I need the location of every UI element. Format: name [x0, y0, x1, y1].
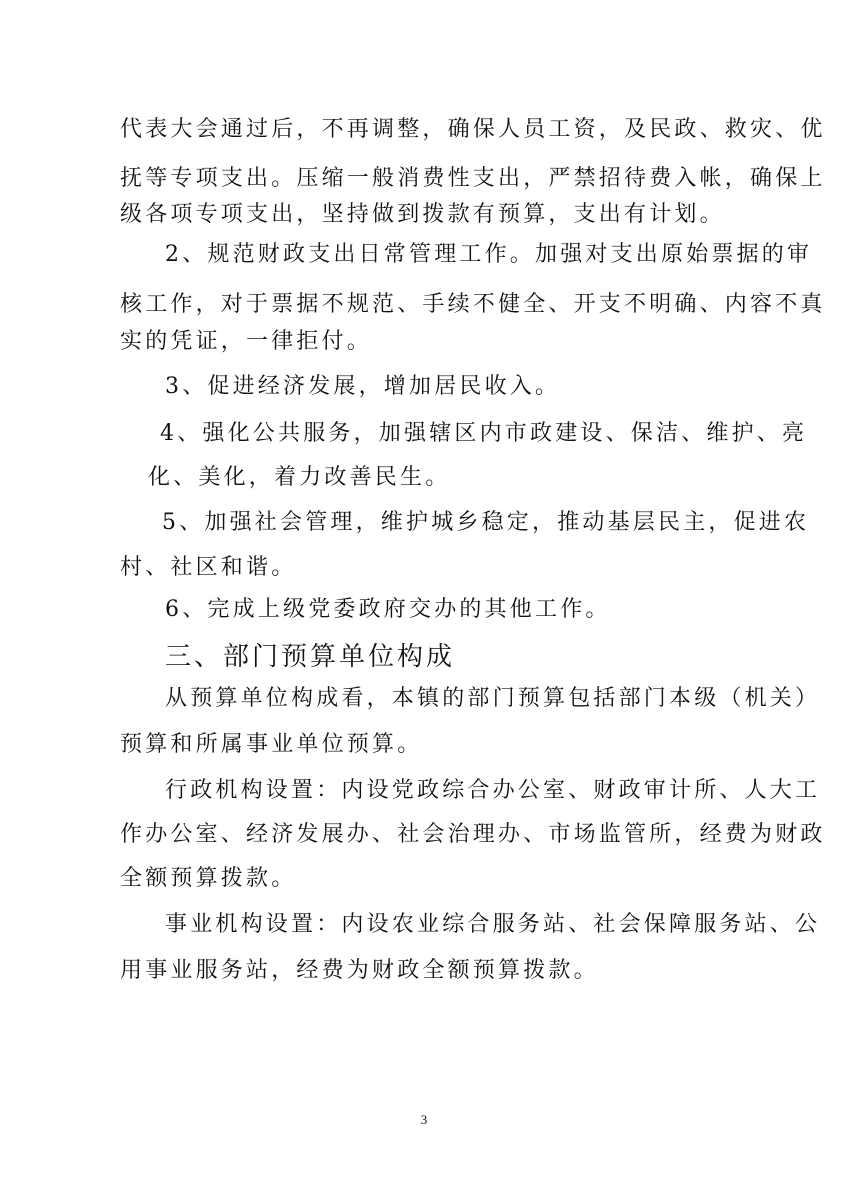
text-line-10: 5、加强社会管理，维护城乡稳定，推动基层民主，促进农	[162, 510, 810, 535]
text-line-11: 村、社区和谐。	[120, 555, 297, 580]
page-number: 3	[420, 1112, 428, 1127]
section-heading: 三、部门预算单位构成	[165, 642, 456, 672]
text-line-12: 6、完成上级党委政府交办的其他工作。	[165, 597, 611, 622]
text-line-19: 用事业服务站，经费为财政全额预算拨款。	[120, 958, 599, 983]
text-line-18: 事业机构设置：内设农业综合服务站、社会保障服务站、公	[165, 912, 821, 937]
text-line-3: 级各项专项支出，坚持做到拨款有预算，支出有计划。	[120, 202, 725, 227]
text-line-16: 作办公室、经济发展办、社会治理办、市场监管所，经费为财政	[120, 822, 826, 847]
text-line-6: 实的凭证，一律拒付。	[120, 329, 373, 354]
text-line-13: 从预算单位构成看，本镇的部门预算包括部门本级（机关）	[165, 686, 821, 711]
text-line-17: 全额预算拨款。	[120, 866, 297, 891]
text-line-4: 2、规范财政支出日常管理工作。加强对支出原始票据的审	[165, 242, 813, 267]
text-line-2: 抚等专项支出。压缩一般消费性支出，严禁招待费入帐，确保上	[120, 166, 826, 191]
text-line-8: 4、强化公共服务，加强辖区内市政建设、保洁、维护、亮	[160, 421, 808, 446]
text-line-5: 核工作，对于票据不规范、手续不健全、开支不明确、内容不真	[120, 292, 826, 317]
text-line-14: 预算和所属事业单位预算。	[120, 732, 423, 757]
text-line-7: 3、促进经济发展，增加居民收入。	[165, 374, 561, 399]
text-line-1: 代表大会通过后，不再调整，确保人员工资，及民政、救灾、优	[120, 117, 826, 142]
text-line-15: 行政机构设置：内设党政综合办公室、财政审计所、人大工	[165, 778, 821, 803]
text-line-9: 化、美化，着力改善民生。	[148, 465, 451, 490]
